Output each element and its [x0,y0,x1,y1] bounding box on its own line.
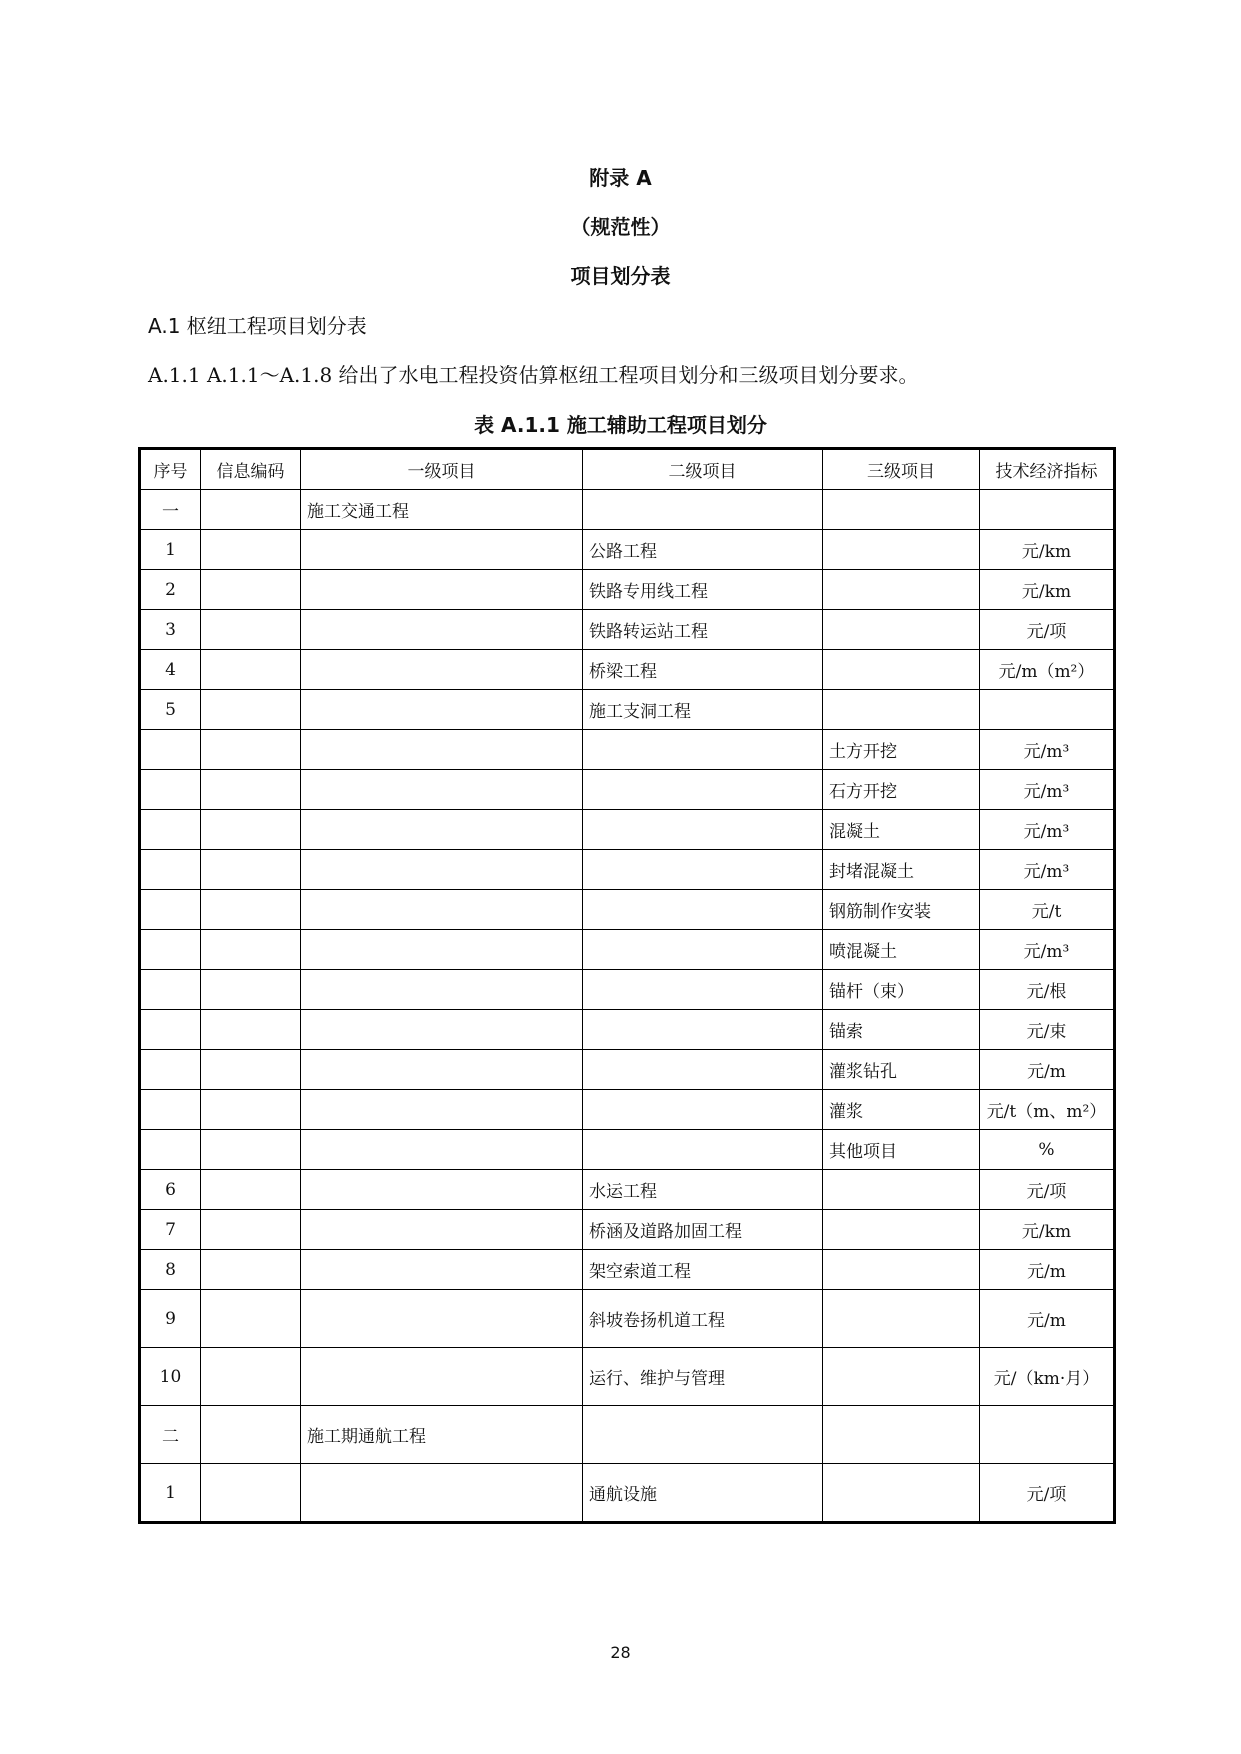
table-header-row [140,449,1115,490]
cell-level1 [301,770,583,810]
cell-indicator: 元/t（m、m²） [980,1090,1115,1130]
table-row [140,1090,1115,1130]
cell-code [201,930,301,970]
cell-level3 [823,610,980,650]
cell-seq: 7 [140,1210,201,1250]
table-row [140,1406,1115,1464]
cell-indicator: 元/m³ [980,930,1115,970]
cell-level3: 喷混凝土 [823,930,980,970]
cell-level1 [301,1170,583,1210]
cell-indicator: 元/t [980,890,1115,930]
cell-level1 [301,690,583,730]
table-row [140,1170,1115,1210]
table-row [140,610,1115,650]
cell-indicator [980,1406,1115,1464]
appendix-title: 附录 A [589,166,652,190]
cell-level1 [301,970,583,1010]
cell-level3: 混凝土 [823,810,980,850]
cell-indicator: 元/（km·月） [980,1348,1115,1406]
cell-seq [140,1010,201,1050]
cell-level1: 施工交通工程 [301,490,583,530]
cell-indicator: 元/m [980,1290,1115,1348]
table-row [140,1250,1115,1290]
cell-level2 [583,850,823,890]
cell-code [201,970,301,1010]
cell-seq [140,730,201,770]
cell-seq [140,1130,201,1170]
cell-indicator: 元/项 [980,1170,1115,1210]
cell-seq: 10 [140,1348,201,1406]
cell-indicator: 元/m [980,1050,1115,1090]
cell-level2 [583,930,823,970]
cell-indicator [980,690,1115,730]
table-row [140,1290,1115,1348]
cell-level1 [301,1464,583,1523]
cell-indicator: % [980,1130,1115,1170]
cell-seq: 5 [140,690,201,730]
cell-level1 [301,810,583,850]
cell-level1 [301,530,583,570]
cell-seq: 6 [140,1170,201,1210]
cell-code [201,570,301,610]
cell-indicator: 元/项 [980,1464,1115,1523]
cell-seq [140,850,201,890]
table-row [140,570,1115,610]
table-row [140,1464,1115,1523]
cell-seq: 2 [140,570,201,610]
table-row [140,1010,1115,1050]
section-title: A.1 枢纽工程项目划分表 [148,314,367,338]
table-row [140,770,1115,810]
cell-level2: 架空索道工程 [583,1250,823,1290]
cell-level1 [301,1010,583,1050]
cell-level1 [301,1090,583,1130]
cell-level1 [301,1050,583,1090]
cell-indicator: 元/m（m²） [980,650,1115,690]
table-caption: 表 A.1.1 施工辅助工程项目划分 [474,413,767,437]
cell-seq: 1 [140,1464,201,1523]
cell-code [201,690,301,730]
table-row [140,730,1115,770]
cell-indicator: 元/m³ [980,850,1115,890]
cell-code [201,1464,301,1523]
table-row [140,690,1115,730]
cell-level3 [823,650,980,690]
cell-level2 [583,1406,823,1464]
cell-code [201,650,301,690]
cell-indicator: 元/束 [980,1010,1115,1050]
cell-seq [140,810,201,850]
cell-level1 [301,610,583,650]
cell-code [201,1406,301,1464]
cell-code [201,530,301,570]
cell-level3 [823,1290,980,1348]
header-level1: 一级项目 [301,449,583,490]
cell-level3: 锚索 [823,1010,980,1050]
cell-code [201,1130,301,1170]
cell-seq [140,930,201,970]
cell-code [201,770,301,810]
cell-level2: 桥涵及道路加固工程 [583,1210,823,1250]
cell-level2: 通航设施 [583,1464,823,1523]
table-row [140,1130,1115,1170]
cell-seq [140,970,201,1010]
cell-level3: 其他项目 [823,1130,980,1170]
cell-level2 [583,1090,823,1130]
cell-code [201,1290,301,1348]
cell-level3 [823,1210,980,1250]
cell-code [201,1210,301,1250]
appendix-nature: （规范性） [570,215,671,239]
cell-level2: 铁路转运站工程 [583,610,823,650]
project-division-table [138,447,1116,1524]
cell-code [201,1348,301,1406]
cell-indicator: 元/km [980,530,1115,570]
cell-indicator: 元/m³ [980,810,1115,850]
clause-text: A.1.1 A.1.1～A.1.8 给出了水电工程投资估算枢纽工程项目划分和三级项目划分要求。 [148,363,919,387]
cell-code [201,890,301,930]
cell-level1 [301,930,583,970]
cell-indicator [980,490,1115,530]
cell-level1 [301,650,583,690]
cell-level2 [583,490,823,530]
cell-code [201,1010,301,1050]
cell-level2 [583,1130,823,1170]
cell-level2: 水运工程 [583,1170,823,1210]
cell-indicator: 元/项 [980,610,1115,650]
header-level3: 三级项目 [823,449,980,490]
cell-level1 [301,890,583,930]
table-row [140,530,1115,570]
cell-level2: 公路工程 [583,530,823,570]
cell-seq [140,890,201,930]
cell-level2: 施工支洞工程 [583,690,823,730]
cell-code [201,810,301,850]
cell-indicator: 元/m³ [980,770,1115,810]
cell-indicator: 元/m³ [980,730,1115,770]
cell-level2: 运行、维护与管理 [583,1348,823,1406]
cell-level2: 桥梁工程 [583,650,823,690]
cell-code [201,490,301,530]
cell-level3 [823,1250,980,1290]
cell-level3 [823,1464,980,1523]
cell-level3 [823,690,980,730]
cell-level1 [301,1210,583,1250]
cell-seq: 二 [140,1406,201,1464]
header-level2: 二级项目 [583,449,823,490]
cell-level1 [301,1290,583,1348]
cell-level3: 钢筋制作安装 [823,890,980,930]
cell-level2 [583,970,823,1010]
appendix-subtitle: 项目划分表 [570,264,671,288]
cell-level2 [583,730,823,770]
cell-indicator: 元/根 [980,970,1115,1010]
cell-code [201,850,301,890]
cell-level2 [583,1050,823,1090]
cell-code [201,1170,301,1210]
table-row [140,1348,1115,1406]
table-row [140,810,1115,850]
cell-level3: 灌浆 [823,1090,980,1130]
cell-level3: 锚杆（束） [823,970,980,1010]
table-row [140,930,1115,970]
cell-code [201,1050,301,1090]
cell-seq [140,770,201,810]
cell-level3 [823,570,980,610]
cell-level2 [583,1010,823,1050]
cell-level2 [583,890,823,930]
cell-level1 [301,1348,583,1406]
cell-level3 [823,530,980,570]
table-row [140,970,1115,1010]
table-row [140,650,1115,690]
table-row [140,490,1115,530]
cell-seq: 8 [140,1250,201,1290]
table-row [140,850,1115,890]
cell-level1 [301,1130,583,1170]
cell-level1 [301,1250,583,1290]
table-row [140,890,1115,930]
cell-level1 [301,570,583,610]
table-row [140,1210,1115,1250]
header-code: 信息编码 [201,449,301,490]
cell-level3 [823,1170,980,1210]
header-indicator: 技术经济指标 [980,449,1115,490]
cell-seq: 9 [140,1290,201,1348]
cell-seq [140,1050,201,1090]
cell-code [201,1250,301,1290]
page-number: 28 [610,1643,631,1662]
cell-level3: 石方开挖 [823,770,980,810]
header-seq: 序号 [140,449,201,490]
cell-level2 [583,770,823,810]
table-body [140,490,1115,1523]
cell-seq: 1 [140,530,201,570]
cell-level3: 灌浆钻孔 [823,1050,980,1090]
cell-level2: 斜坡卷扬机道工程 [583,1290,823,1348]
table-row [140,1050,1115,1090]
cell-level1 [301,730,583,770]
cell-level1 [301,850,583,890]
cell-indicator: 元/m [980,1250,1115,1290]
cell-level3: 封堵混凝土 [823,850,980,890]
cell-seq: 一 [140,490,201,530]
cell-level3: 土方开挖 [823,730,980,770]
cell-code [201,730,301,770]
cell-level2 [583,810,823,850]
cell-code [201,1090,301,1130]
cell-indicator: 元/km [980,570,1115,610]
cell-level3 [823,1406,980,1464]
cell-indicator: 元/km [980,1210,1115,1250]
cell-level3 [823,490,980,530]
cell-level3 [823,1348,980,1406]
cell-level2: 铁路专用线工程 [583,570,823,610]
cell-level1: 施工期通航工程 [301,1406,583,1464]
cell-seq: 4 [140,650,201,690]
cell-code [201,610,301,650]
cell-seq: 3 [140,610,201,650]
cell-seq [140,1090,201,1130]
